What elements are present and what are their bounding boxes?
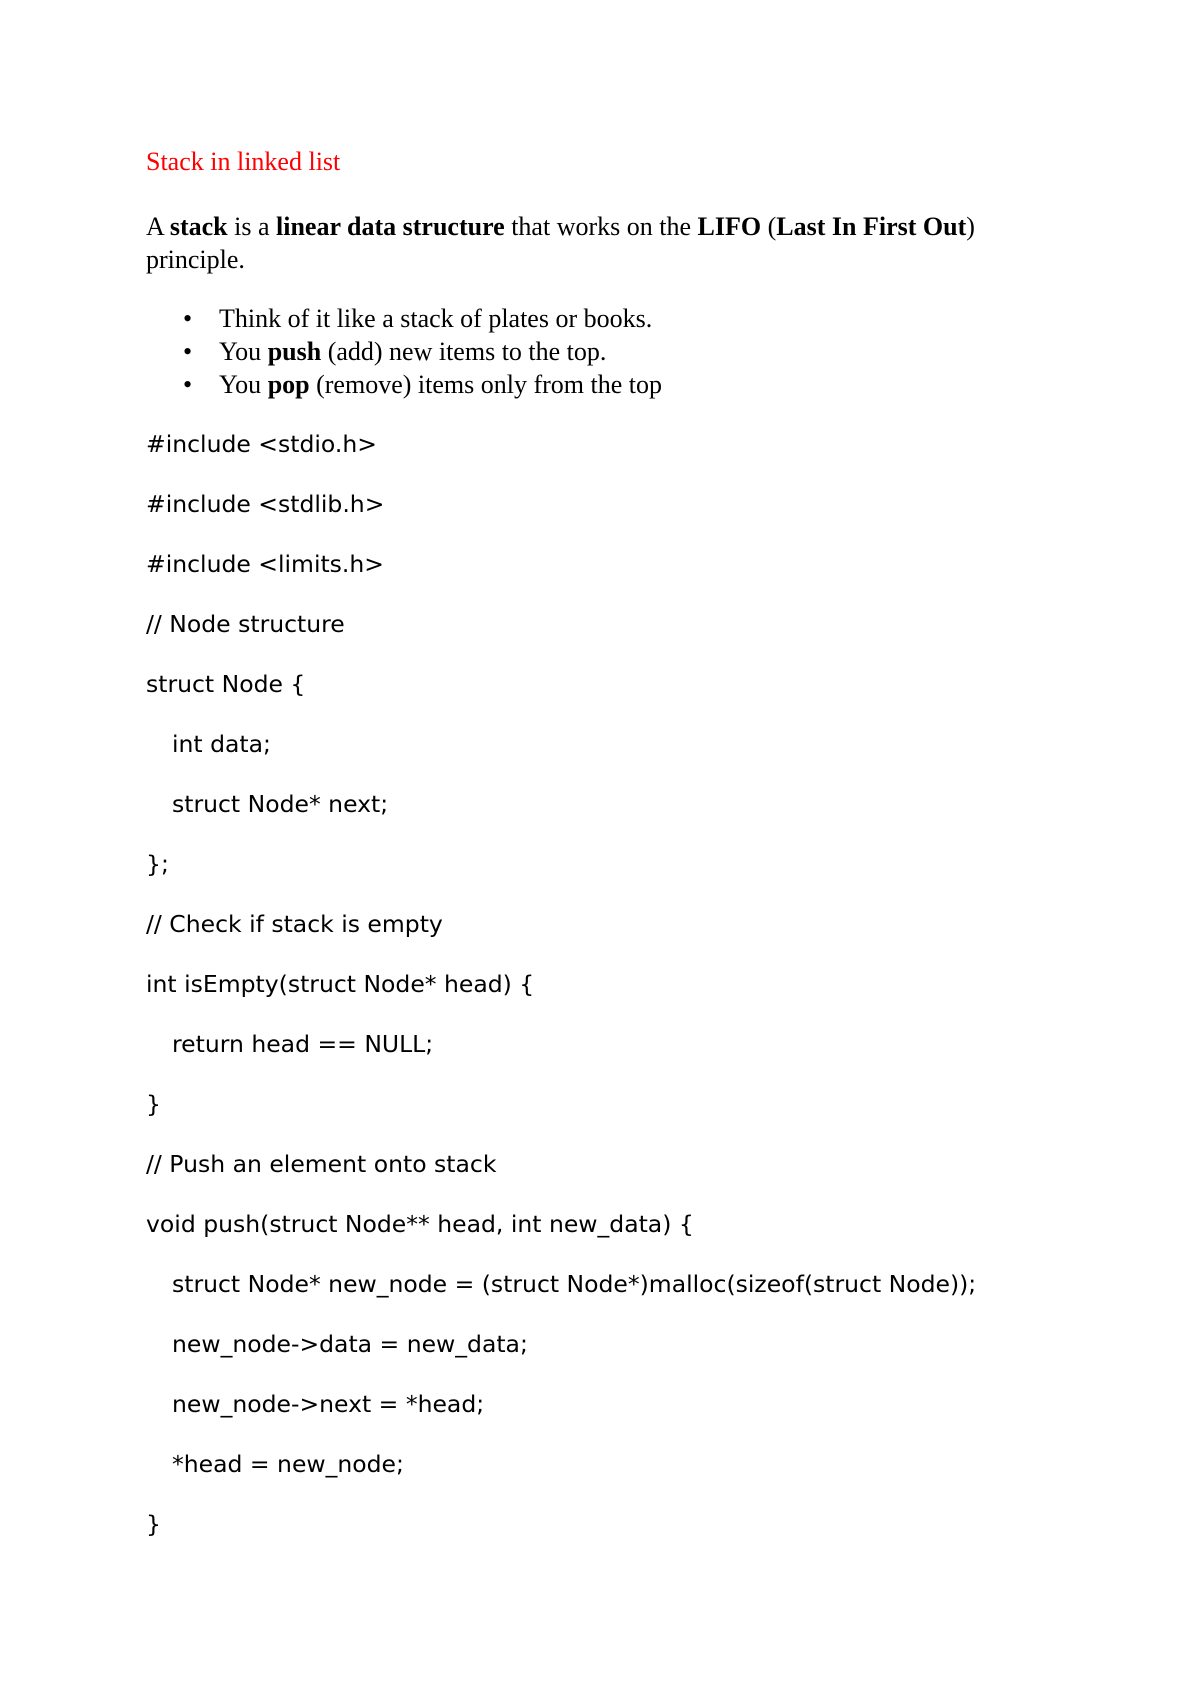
intro-bold-term: LIFO xyxy=(697,212,762,241)
list-item-text: You xyxy=(219,370,268,399)
bullet-icon: • xyxy=(183,304,193,333)
code-line: *head = new_node; xyxy=(172,1450,404,1478)
code-comment: // Node structure xyxy=(146,610,345,638)
code-line: struct Node* new_node = (struct Node*)malloc(sizeof(struct Node)); xyxy=(172,1270,977,1298)
code-block xyxy=(146,428,976,1568)
bullet-icon: • xyxy=(183,370,193,399)
intro-bold-term: stack xyxy=(169,212,228,241)
bullet-list xyxy=(146,302,662,401)
list-item xyxy=(146,302,662,335)
list-item-text: Think of it like a stack of plates or books. xyxy=(219,304,653,333)
list-item-text: (remove) items only from the top xyxy=(309,370,662,399)
intro-text: principle. xyxy=(146,245,245,274)
code-line: return head == NULL; xyxy=(172,1030,434,1058)
code-line: new_node->next = *head; xyxy=(172,1390,485,1418)
code-line: struct Node* next; xyxy=(172,790,389,818)
code-line: #include <stdio.h> xyxy=(146,430,377,458)
code-line: int data; xyxy=(172,730,271,758)
intro-text: A xyxy=(146,212,170,241)
code-line: }; xyxy=(146,850,169,878)
list-item-bold: push xyxy=(267,337,322,366)
list-item-text: You xyxy=(219,337,268,366)
code-line: } xyxy=(146,1510,161,1538)
code-line: new_node->data = new_data; xyxy=(172,1330,528,1358)
intro-text: ) xyxy=(966,212,975,241)
code-comment: // Check if stack is empty xyxy=(146,910,443,938)
page-title: Stack in linked list xyxy=(146,147,341,176)
code-line: void push(struct Node** head, int new_data) { xyxy=(146,1210,694,1238)
intro-text: ( xyxy=(761,212,777,241)
intro-paragraph xyxy=(146,210,1086,276)
code-line: struct Node { xyxy=(146,670,306,698)
list-item-bold: pop xyxy=(267,370,310,399)
code-line: #include <stdlib.h> xyxy=(146,490,385,518)
intro-bold-term: linear data structure xyxy=(276,212,505,241)
code-line: } xyxy=(146,1090,161,1118)
bullet-icon: • xyxy=(183,337,193,366)
list-item xyxy=(146,368,662,401)
intro-text: that works on the xyxy=(504,212,698,241)
code-line: #include <limits.h> xyxy=(146,550,384,578)
intro-text: is a xyxy=(227,212,277,241)
code-comment: // Push an element onto stack xyxy=(146,1150,497,1178)
list-item xyxy=(146,335,662,368)
code-line: int isEmpty(struct Node* head) { xyxy=(146,970,535,998)
intro-bold-term: Last In First Out xyxy=(776,212,967,241)
list-item-text: (add) new items to the top. xyxy=(321,337,607,366)
